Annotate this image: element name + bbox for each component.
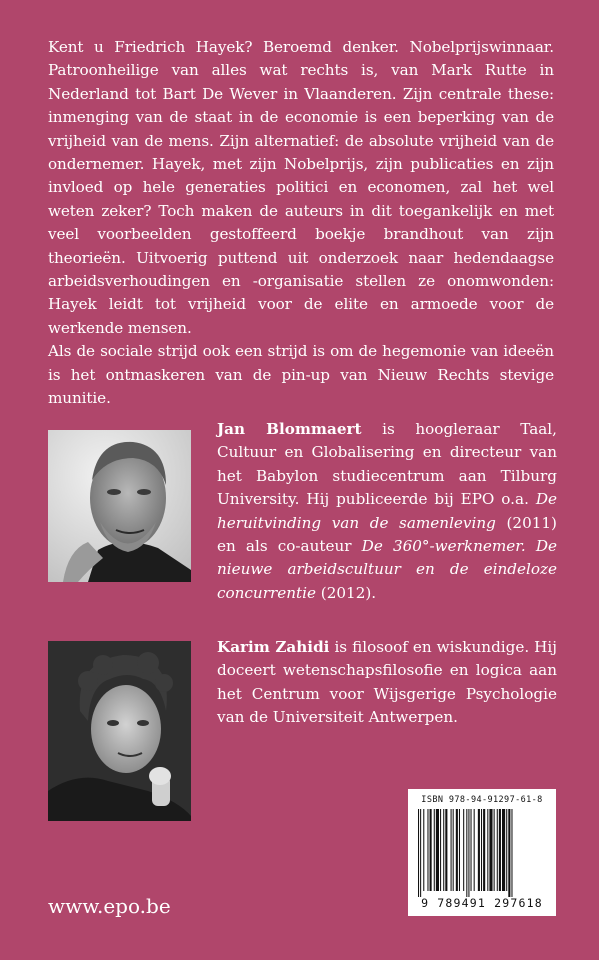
barcode-bar: [466, 809, 467, 897]
barcode-bar: [440, 809, 441, 891]
barcode-bar: [474, 809, 475, 891]
barcode-bar: [423, 809, 424, 891]
author-bio-text: (2012).: [315, 583, 377, 602]
barcode-bar: [453, 809, 454, 891]
author-name: Jan Blommaert: [217, 420, 362, 438]
barcode-bar: [427, 809, 428, 891]
barcode-bar: [436, 809, 439, 891]
barcode-bar: [420, 809, 421, 897]
barcode-bar: [502, 809, 505, 891]
barcode-bar: [456, 809, 458, 891]
author-bio-jan-blommaert: [217, 418, 557, 605]
barcode-bar: [468, 809, 469, 897]
author-bio-text: is filosoof en wiskundige. Hij doceert wetenschapsfilosofie en logica aan het Centrum voor Wijsgerige Psychologie van de Universiteit Antwerpen.: [217, 638, 557, 727]
blurb-text: [48, 36, 554, 411]
author-bio-text: is hoogleraar Taal, Cultuur en Globalisering en directeur van het Babylon studiecentrum aan Tilburg University. Hij publiceerde bij EPO o.a.: [217, 420, 557, 509]
author-bio-text: (2011) en als co-auteur: [217, 513, 557, 556]
barcode-bar: [506, 809, 507, 891]
barcode-bar: [471, 809, 472, 891]
author-photo-jan-blommaert: [48, 430, 191, 582]
barcode-bar: [481, 809, 482, 891]
barcode-bar: [489, 809, 492, 891]
barcode-bar: [430, 809, 432, 891]
barcode-bar: [483, 809, 485, 891]
barcode-bar: [494, 809, 495, 891]
publisher-website[interactable]: www.epo.be: [48, 894, 171, 918]
barcode-bar: [434, 809, 435, 891]
barcode-digits: 9 789491 297618: [421, 896, 543, 910]
book-title: De heruitvinding van de samenleving: [217, 490, 557, 532]
author-photo-karim-zahidi: [48, 641, 191, 821]
blurb-paragraph-2: Als de sociale strijd ook een strijd is om de hegemonie van ideeën is het ontmaskeren van de pin-up van Nieuw Rechts stevige munitie.: [48, 342, 554, 408]
isbn-barcode: [408, 789, 556, 916]
author-bio-karim-zahidi: [217, 636, 557, 730]
barcode-bar: [499, 809, 501, 891]
barcode-bar: [459, 809, 460, 891]
blurb-paragraph-1: Kent u Friedrich Hayek? Beroemd denker. Nobelprijswinnaar. Patroonheilige van alles wat rechts is, van Mark Rutte in Nederland tot Bart De Wever in Vlaanderen. Zijn centrale these: inmenging van de staat in de economie is een beperking van de vrijheid van de mens. Zijn alternatief: de absolute vrijheid van de ondernemer. Hayek, met zijn Nobelprijs, zijn publicaties en zijn invloed op hele generaties politici en economen, zal het wel weten zeker? Toch maken de auteurs in dit toegankelijk en met veel voorbeelden gestoffeerd boekje brandhout van zijn theorieën. Uitvoerig puttend uit onderzoek naar hedendaagse arbeidsverhoudingen en -organisatie stellen ze onomwonden: Hayek leidt tot vrijheid voor de elite en armoede voor de werkende mensen.: [48, 38, 554, 337]
barcode-bar: [451, 809, 452, 891]
barcode-bar: [508, 809, 510, 897]
book-title: De 360°-werknemer. De nieuwe arbeidscultuur en de eindeloze concurrentie: [217, 537, 557, 602]
barcode-bar: [487, 809, 488, 891]
barcode-bars: [418, 809, 548, 897]
barcode-bar: [463, 809, 464, 891]
isbn-label: ISBN 978-94-91297-61-8: [421, 795, 543, 805]
author-name: Karim Zahidi: [217, 638, 330, 656]
barcode-bar: [445, 809, 447, 891]
barcode-bar: [497, 809, 498, 891]
barcode-bar: [478, 809, 480, 891]
barcode-bar: [511, 809, 512, 897]
barcode-bar: [443, 809, 444, 891]
barcode-bar: [418, 809, 419, 897]
